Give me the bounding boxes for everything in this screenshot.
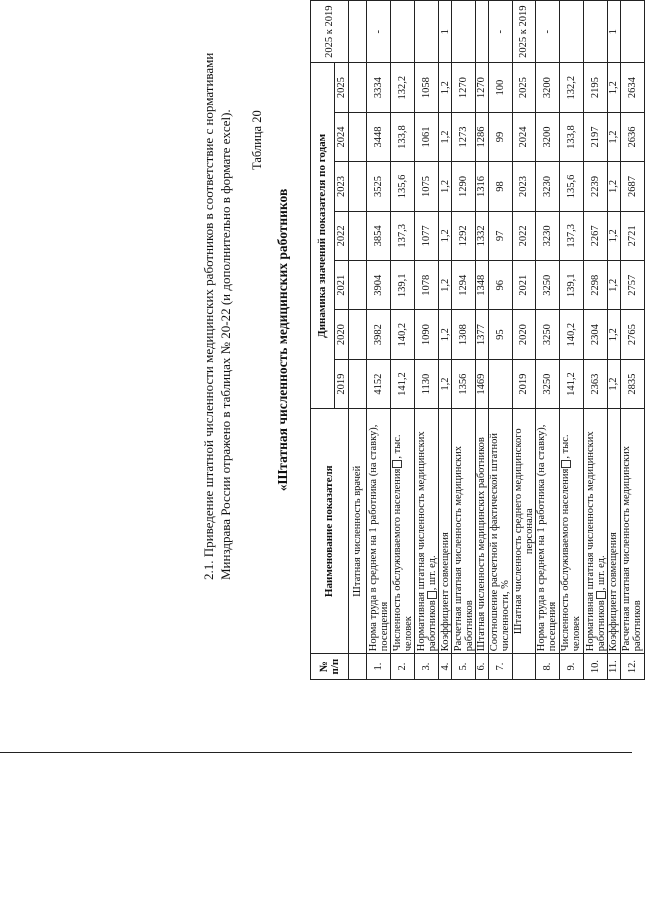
value-cell: 1,2 — [608, 310, 621, 359]
placeholder-box-icon — [561, 460, 571, 468]
value-cell: 1058 — [415, 63, 439, 112]
delta-cell: - — [535, 1, 559, 63]
value-cell: 132,2 — [391, 63, 415, 112]
delta-cell: 1 — [608, 1, 621, 63]
year-cell: 2025 — [335, 63, 349, 112]
value-cell: 1,2 — [608, 211, 621, 260]
value-cell: 3250 — [535, 310, 559, 359]
value-cell: 140,2 — [559, 310, 583, 359]
value-cell: 2634 — [620, 63, 644, 112]
value-cell: 135,6 — [391, 162, 415, 211]
row-label-unit: , тыс. человек — [560, 434, 583, 652]
value-cell: 1078 — [415, 261, 439, 310]
year-cell: 2024 — [335, 112, 349, 161]
value-cell: 1348 — [476, 261, 489, 310]
delta-cell — [415, 1, 439, 63]
value-cell: 1,2 — [439, 162, 452, 211]
row-number: 3. — [415, 654, 439, 680]
delta-cell: 1 — [439, 1, 452, 63]
value-cell: 1273 — [451, 112, 475, 161]
header-row — [311, 1, 335, 680]
year-cell: 2023 — [512, 162, 535, 211]
section-title: Штатная численность врачей — [349, 409, 367, 654]
value-cell: 99 — [488, 112, 512, 161]
value-cell: 2765 — [620, 310, 644, 359]
intro-line-1: 2.1. Приведение штатной численности медицинских работников в соответствие с нормативами — [201, 52, 216, 580]
delta-cell — [476, 1, 489, 63]
value-cell: 3250 — [535, 261, 559, 310]
year-cell: 2021 — [512, 261, 535, 310]
value-cell: 3200 — [535, 63, 559, 112]
table-row — [584, 1, 608, 680]
year-cell: 2019 — [512, 359, 535, 408]
value-cell: 98 — [488, 162, 512, 211]
value-cell: 137,3 — [559, 211, 583, 260]
value-cell: 2195 — [584, 63, 608, 112]
empty-cell — [349, 359, 367, 408]
value-cell: 1,2 — [608, 112, 621, 161]
value-cell: 1356 — [451, 359, 475, 408]
value-cell: 132,2 — [559, 63, 583, 112]
value-cell: 139,1 — [391, 261, 415, 310]
row-label — [584, 409, 608, 654]
empty-cell — [349, 162, 367, 211]
placeholder-box-icon — [427, 591, 437, 599]
value-cell: 1290 — [451, 162, 475, 211]
value-cell: 2636 — [620, 112, 644, 161]
value-cell: 1294 — [451, 261, 475, 310]
value-cell: 3982 — [367, 310, 391, 359]
value-cell — [488, 359, 512, 408]
section-num — [512, 654, 535, 680]
value-cell: 133,8 — [559, 112, 583, 161]
value-cell: 2835 — [620, 359, 644, 408]
value-cell: 2197 — [584, 112, 608, 161]
row-label — [608, 409, 621, 654]
row-label — [620, 409, 644, 654]
header-name: Наименование показателя — [311, 409, 349, 654]
value-cell: 2757 — [620, 261, 644, 310]
year-cell: 2021 — [335, 261, 349, 310]
row-number: 1. — [367, 654, 391, 680]
value-cell: 3250 — [535, 359, 559, 408]
delta-cell — [559, 1, 583, 63]
value-cell: 139,1 — [559, 261, 583, 310]
year-cell: 2020 — [512, 310, 535, 359]
row-label-text: Коэффициент совмещения — [608, 532, 620, 652]
value-cell: 1286 — [476, 112, 489, 161]
value-cell: 1377 — [476, 310, 489, 359]
row-label — [535, 409, 559, 654]
value-cell: 1061 — [415, 112, 439, 161]
year-cell: 2024 — [512, 112, 535, 161]
placeholder-box-icon — [596, 591, 606, 599]
value-cell: 3200 — [535, 112, 559, 161]
table-row — [620, 1, 644, 680]
row-label — [488, 409, 512, 654]
value-cell: 1,2 — [439, 112, 452, 161]
value-cell: 3448 — [367, 112, 391, 161]
table-row — [415, 1, 439, 680]
row-label-text: Коэффициент совмещения — [439, 532, 451, 652]
empty-cell — [349, 1, 367, 63]
row-label — [476, 409, 489, 654]
row-label-text: Расчетная штатная численность медицинских работников — [621, 446, 644, 652]
row-label-text: Соотношение расчетной и фактической штатной численности, % — [489, 433, 512, 652]
row-label — [391, 409, 415, 654]
year-cell: 2020 — [335, 310, 349, 359]
year-cell: 2019 — [335, 359, 349, 408]
value-cell: 1292 — [451, 211, 475, 260]
year-cell: 2022 — [335, 211, 349, 260]
header-num: № п/п — [311, 654, 349, 680]
row-label-text: Численность обслуживаемого населения — [560, 468, 572, 652]
table-row — [439, 1, 452, 680]
delta-cell: - — [367, 1, 391, 63]
value-cell: 2304 — [584, 310, 608, 359]
empty-cell — [349, 112, 367, 161]
placeholder-box-icon — [392, 460, 402, 468]
row-number: 5. — [451, 654, 475, 680]
value-cell: 1308 — [451, 310, 475, 359]
value-cell: 1130 — [415, 359, 439, 408]
section-title: Штатная численность среднего медицинского персонала — [512, 409, 535, 654]
value-cell: 2687 — [620, 162, 644, 211]
delta-cell — [451, 1, 475, 63]
empty-cell — [349, 63, 367, 112]
row-label-unit: , тыс. человек — [391, 434, 414, 652]
row-label-unit: , шт. ед. — [595, 555, 607, 591]
row-number: 9. — [559, 654, 583, 680]
value-cell: 1075 — [415, 162, 439, 211]
table-row — [476, 1, 489, 680]
row-number: 2. — [391, 654, 415, 680]
row-number: 11. — [608, 654, 621, 680]
value-cell: 2363 — [584, 359, 608, 408]
table-row — [559, 1, 583, 680]
value-cell: 137,3 — [391, 211, 415, 260]
value-cell: 96 — [488, 261, 512, 310]
row-label-text: Штатная численность медицинских работников — [476, 437, 488, 652]
header-dynamics: Динамика значений показателя по годам — [311, 63, 335, 409]
empty-cell — [349, 261, 367, 310]
value-cell: 1,2 — [608, 261, 621, 310]
section-row — [512, 1, 535, 680]
row-label — [439, 409, 452, 654]
landscape-sheet — [200, 0, 650, 680]
empty-cell — [349, 310, 367, 359]
year-cell: 2025 — [512, 63, 535, 112]
value-cell: 1469 — [476, 359, 489, 408]
value-cell: 100 — [488, 63, 512, 112]
row-label-text: Норма труда в среднем на 1 работника (на ставку), посещения — [367, 424, 390, 652]
value-cell: 3334 — [367, 63, 391, 112]
delta-cell — [620, 1, 644, 63]
header-delta: 2025 к 2019 — [311, 1, 349, 63]
value-cell: 1,2 — [439, 359, 452, 408]
row-label-text: Численность обслуживаемого населения — [391, 468, 403, 652]
row-number: 7. — [488, 654, 512, 680]
value-cell: 1270 — [476, 63, 489, 112]
value-cell: 3230 — [535, 162, 559, 211]
year-cell: 2023 — [335, 162, 349, 211]
row-label-text: Нормативная штатная численность медицинских работников — [584, 431, 607, 652]
value-cell: 141,2 — [559, 359, 583, 408]
value-cell: 133,8 — [391, 112, 415, 161]
section-num — [349, 654, 367, 680]
row-number: 4. — [439, 654, 452, 680]
row-label — [451, 409, 475, 654]
value-cell: 3230 — [535, 211, 559, 260]
staffing-table — [310, 0, 645, 680]
value-cell: 1,2 — [439, 211, 452, 260]
value-cell: 2267 — [584, 211, 608, 260]
table-row — [451, 1, 475, 680]
row-label-unit: , шт. ед. — [426, 555, 438, 591]
row-label — [367, 409, 391, 654]
value-cell: 97 — [488, 211, 512, 260]
table-label: Таблица 20 — [250, 110, 264, 170]
intro-line-2: Минздрава России отражено в таблицах № 20-22 (и дополнительно в формате excel). — [218, 109, 233, 580]
value-cell: 135,6 — [559, 162, 583, 211]
value-cell: 1,2 — [608, 63, 621, 112]
table-row — [608, 1, 621, 680]
section-delta-header: 2025 к 2019 — [512, 1, 535, 63]
row-label — [415, 409, 439, 654]
table-title: «Штатная численность медицинских работников — [275, 188, 290, 492]
value-cell: 2239 — [584, 162, 608, 211]
value-cell: 1,2 — [439, 63, 452, 112]
table-row — [535, 1, 559, 680]
value-cell: 1,2 — [608, 162, 621, 211]
row-number: 10. — [584, 654, 608, 680]
value-cell: 3904 — [367, 261, 391, 310]
delta-cell: - — [488, 1, 512, 63]
value-cell: 1,2 — [608, 359, 621, 408]
delta-cell — [391, 1, 415, 63]
value-cell: 1332 — [476, 211, 489, 260]
table-row — [488, 1, 512, 680]
value-cell: 141,2 — [391, 359, 415, 408]
value-cell: 3854 — [367, 211, 391, 260]
row-number: 8. — [535, 654, 559, 680]
row-label-text: Нормативная штатная численность медицинских работников — [415, 431, 438, 652]
empty-cell — [349, 211, 367, 260]
row-label — [559, 409, 583, 654]
table-row — [367, 1, 391, 680]
value-cell: 1,2 — [439, 261, 452, 310]
row-number: 12. — [620, 654, 644, 680]
year-cell: 2022 — [512, 211, 535, 260]
row-label-text: Норма труда в среднем на 1 работника (на ставку), посещения — [536, 424, 559, 652]
value-cell: 2298 — [584, 261, 608, 310]
section-row — [349, 1, 367, 680]
delta-cell — [584, 1, 608, 63]
row-number: 6. — [476, 654, 489, 680]
value-cell: 95 — [488, 310, 512, 359]
value-cell: 1077 — [415, 211, 439, 260]
table-row — [391, 1, 415, 680]
value-cell: 140,2 — [391, 310, 415, 359]
value-cell: 1,2 — [439, 310, 452, 359]
value-cell: 2721 — [620, 211, 644, 260]
value-cell: 1270 — [451, 63, 475, 112]
value-cell: 1090 — [415, 310, 439, 359]
page-divider — [0, 752, 632, 753]
value-cell: 1316 — [476, 162, 489, 211]
row-label-text: Расчетная штатная численность медицинских работников — [452, 446, 475, 652]
value-cell: 4152 — [367, 359, 391, 408]
value-cell: 3525 — [367, 162, 391, 211]
